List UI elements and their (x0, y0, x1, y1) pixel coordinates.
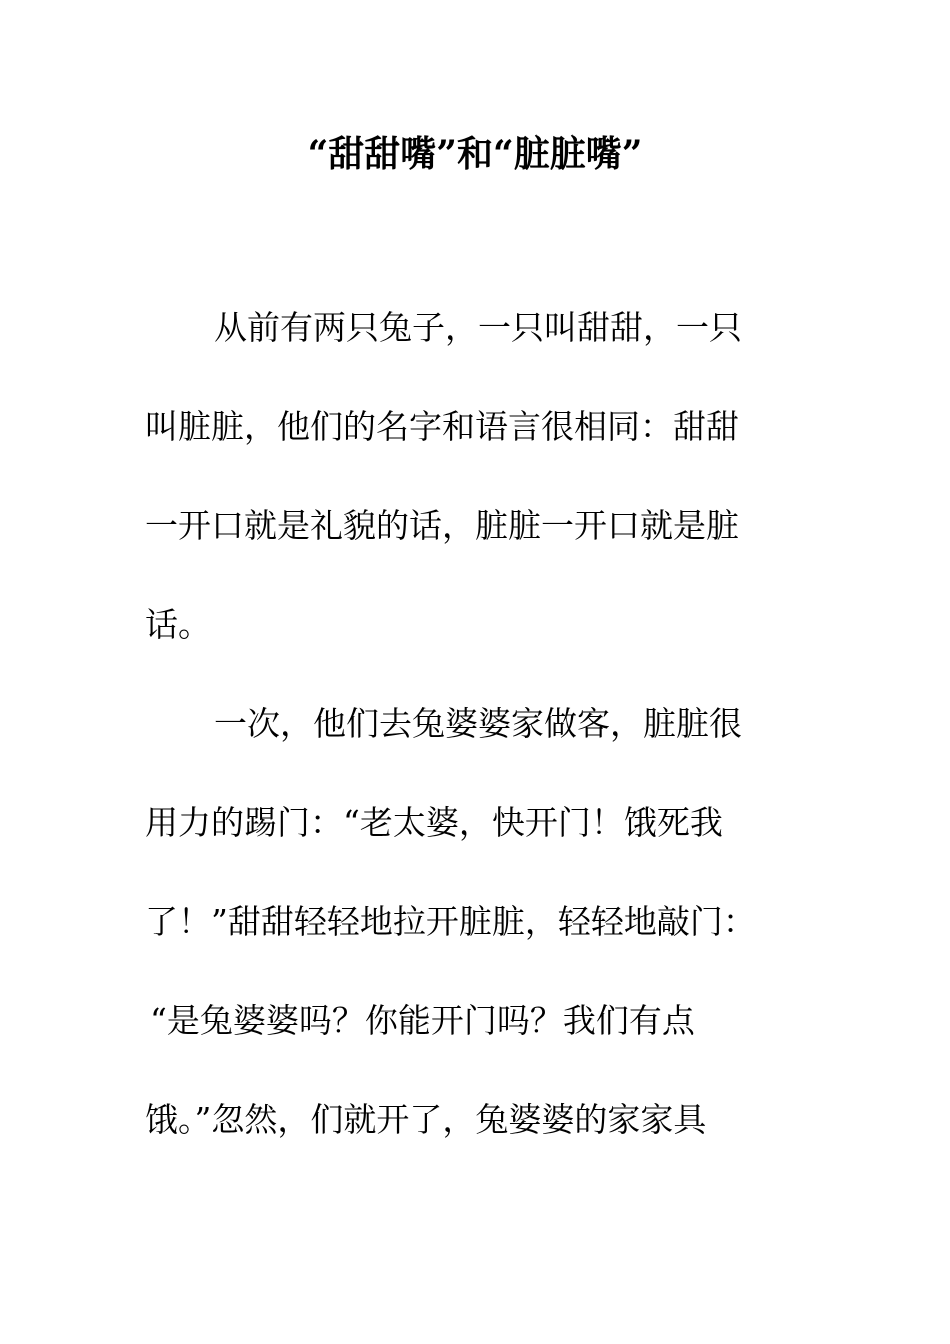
paragraph-line: 饿。”忽然，们就开了，兔婆婆的家家具 (145, 1100, 707, 1139)
document-title: “甜甜嘴”和“脏脏嘴” (307, 133, 643, 175)
paragraph-line: 从前有两只兔子，一只叫甜甜，一只 (214, 308, 742, 347)
paragraph-line: 了！”甜甜轻轻地拉开脏脏，轻轻地敲门： (145, 902, 756, 941)
paragraph-line: 话。 (145, 605, 211, 644)
paragraph-line: 用力的踢门：“老太婆，快开门！饿死我 (145, 803, 723, 842)
paragraph-line: 一次，他们去兔婆婆家做客，脏脏很 (214, 704, 742, 743)
paragraph-line: 一开口就是礼貌的话，脏脏一开口就是脏 (145, 506, 739, 545)
paragraph-line: 叫脏脏，他们的名字和语言很相同：甜甜 (145, 407, 739, 446)
paragraph-line: “是兔婆婆吗？你能开门吗？我们有点 (150, 1001, 695, 1040)
